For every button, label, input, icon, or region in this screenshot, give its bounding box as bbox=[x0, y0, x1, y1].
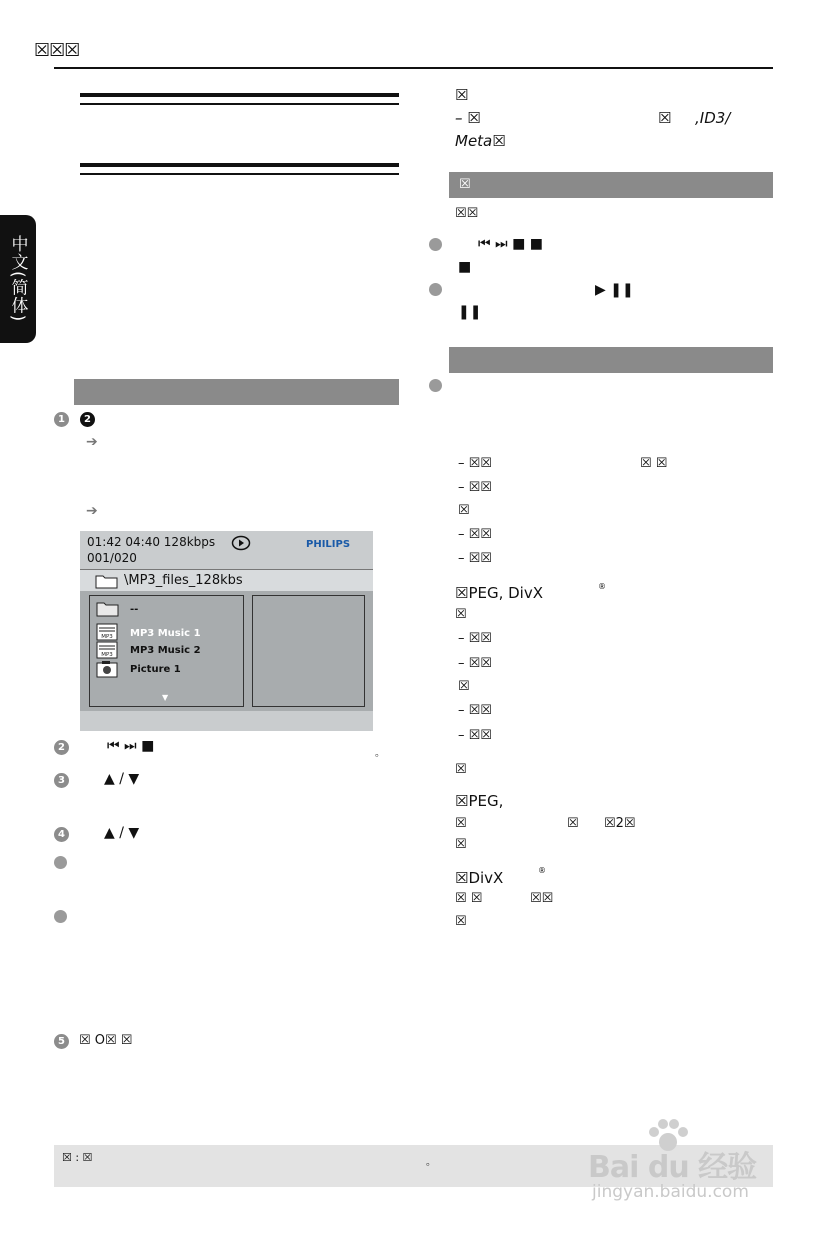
bullet-dot bbox=[429, 238, 442, 251]
registered-mark: ® bbox=[598, 582, 606, 591]
text-line: ☒ bbox=[455, 914, 467, 929]
language-tab-label: 中文(简体) bbox=[7, 235, 28, 323]
screen-path-bar bbox=[80, 569, 373, 592]
screen-track-counter: 001/020 bbox=[87, 551, 137, 565]
text-line: ☒ bbox=[455, 816, 467, 831]
arrow-icon: ➔ bbox=[86, 503, 98, 519]
screen-browser bbox=[80, 591, 373, 711]
baidu-watermark bbox=[588, 1118, 778, 1210]
right-top-line-2-end: ,ID3/ bbox=[695, 109, 731, 127]
list-item: – ☒☒ bbox=[458, 631, 492, 646]
bullet-dot bbox=[429, 283, 442, 296]
file-list-item[interactable]: MP3 Music 2 bbox=[130, 645, 201, 656]
header-rule bbox=[54, 67, 773, 69]
list-item: – ☒☒ bbox=[458, 728, 492, 743]
section-1-text: ☒☒ bbox=[455, 206, 479, 221]
step-number: 4 bbox=[54, 827, 69, 842]
philips-logo: PHILIPS bbox=[306, 539, 351, 550]
section-divider-top bbox=[80, 93, 399, 105]
watermark-url: jingyan.baidu.com bbox=[592, 1182, 749, 1202]
disc-menu-screen bbox=[80, 531, 373, 731]
text-line: ☒ bbox=[455, 762, 467, 777]
divx-heading: ☒DivX bbox=[455, 869, 504, 887]
step-number: 3 bbox=[54, 773, 69, 788]
sentence-end: 。 bbox=[375, 748, 385, 759]
footer-note-end: 。 bbox=[426, 1157, 436, 1168]
text-line: ☒ bbox=[455, 607, 467, 622]
stop-icon: ■ bbox=[458, 259, 472, 275]
up-down-controls: ▲ / ▼ bbox=[104, 825, 140, 841]
text-line: ☒☒ bbox=[530, 891, 554, 906]
list-item: ☒ bbox=[458, 503, 470, 518]
file-list-item[interactable]: Picture 1 bbox=[130, 664, 181, 675]
mp3-file-icon bbox=[96, 623, 118, 641]
right-top-line-1: ☒ bbox=[455, 86, 469, 104]
list-item: – ☒☒ bbox=[458, 480, 492, 495]
step-5-text: ☒ O☒ ☒ bbox=[79, 1033, 133, 1048]
text-line: ☒2☒ bbox=[604, 816, 636, 831]
scroll-down-icon[interactable]: ▼ bbox=[162, 693, 169, 702]
list-item: – ☒☒ bbox=[458, 703, 492, 718]
text-line: ☒ bbox=[455, 837, 467, 852]
mp3-badge: MP3 bbox=[101, 634, 113, 640]
preview-panel bbox=[252, 595, 365, 707]
list-item: – ☒☒ bbox=[458, 551, 492, 566]
step-number: 2 bbox=[54, 740, 69, 755]
right-top-line-3: Meta☒ bbox=[455, 132, 506, 150]
section-divider-bottom bbox=[80, 163, 399, 175]
list-item-tail: ☒ ☒ bbox=[640, 456, 668, 471]
right-top-line-2: – ☒ bbox=[455, 109, 481, 127]
section-bar-1 bbox=[449, 172, 773, 198]
up-down-controls: ▲ / ▼ bbox=[104, 771, 140, 787]
folder-icon bbox=[96, 600, 120, 617]
left-section-bar bbox=[74, 379, 399, 405]
step-header-num-2: 2 bbox=[80, 412, 95, 427]
play-status-icon bbox=[231, 535, 251, 551]
screen-folder-path: \MP3_files_128kbs bbox=[124, 573, 243, 588]
file-list-item-selected[interactable]: MP3 Music 1 bbox=[130, 628, 201, 639]
right-top-line-2-mid: ☒ bbox=[658, 109, 672, 127]
list-item: – ☒☒ bbox=[458, 456, 492, 471]
bullet-dot bbox=[54, 856, 67, 869]
bullet-dot bbox=[54, 910, 67, 923]
list-item: – ☒☒ bbox=[458, 527, 492, 542]
list-item: – ☒☒ bbox=[458, 656, 492, 671]
section-bar-2 bbox=[449, 347, 773, 373]
play-pause-controls: ▶ ❚❚ bbox=[595, 282, 634, 298]
folder-icon bbox=[95, 573, 119, 589]
arrow-icon: ➔ bbox=[86, 434, 98, 450]
language-side-tab bbox=[0, 215, 36, 343]
screen-time-info: 01:42 04:40 128kbps bbox=[87, 535, 216, 549]
text-line: ☒ bbox=[567, 816, 579, 831]
section-1-title: ☒ bbox=[459, 177, 471, 192]
skip-stop-controls: ⏮ ⏭ ■ ■ bbox=[478, 236, 544, 252]
camera-icon bbox=[96, 660, 118, 678]
registered-mark: ® bbox=[538, 866, 546, 875]
mp3-badge: MP3 bbox=[101, 652, 113, 658]
step-header-num-1: 1 bbox=[54, 412, 69, 427]
bullet-dot bbox=[429, 379, 442, 392]
watermark-brand: Bai du 经验 bbox=[588, 1150, 757, 1185]
list-item: ☒ bbox=[458, 679, 470, 694]
page-header-mark: ☒☒☒ bbox=[34, 40, 80, 61]
jpeg-divx-heading: ☒PEG, DivX bbox=[455, 584, 544, 602]
pause-icon: ❚❚ bbox=[458, 304, 482, 320]
file-list-item[interactable]: -- bbox=[130, 604, 139, 615]
footer-note-text: ☒ : ☒ bbox=[62, 1151, 93, 1164]
jpeg-heading: ☒PEG, bbox=[455, 792, 504, 810]
mp3-file-icon bbox=[96, 641, 118, 659]
file-list-panel bbox=[89, 595, 244, 707]
step-number: 5 bbox=[54, 1034, 69, 1049]
text-line: ☒ ☒ bbox=[455, 891, 483, 906]
skip-stop-controls: ⏮ ⏭ ■ bbox=[107, 738, 155, 754]
